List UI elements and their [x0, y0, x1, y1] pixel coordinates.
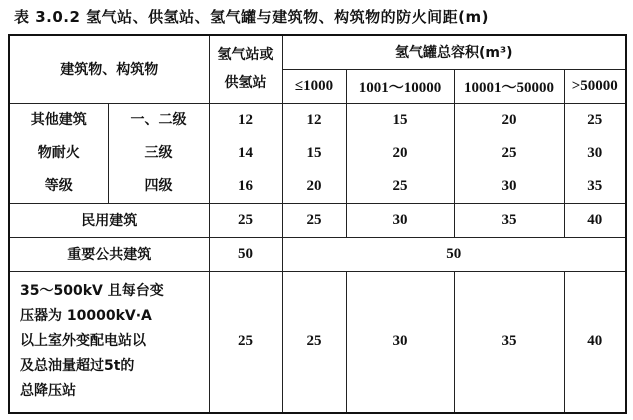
civil-tank-4-value: 40 [564, 203, 626, 237]
fire-station-value: 14 [238, 144, 253, 161]
substation-label-line-5: 总降压站 [20, 383, 76, 400]
fire-tank-1-value: 12 [306, 111, 322, 128]
fire-tank-4-value: 35 [587, 177, 603, 194]
fire-resistance-label-line-2: 物耐火 [37, 144, 80, 161]
header-tank-group: 氢气罐总容积(m³) [282, 35, 626, 69]
fire-distance-table [8, 34, 627, 414]
substation-tank-2-value: 30 [346, 271, 454, 413]
substation-tank-4-value: 40 [564, 271, 626, 413]
fire-station-value: 12 [238, 111, 253, 128]
fire-tank-2-value: 25 [392, 177, 408, 194]
fire-tank-3-cell [454, 103, 564, 203]
fire-tank-1-value: 20 [306, 177, 322, 194]
fire-resistance-label [9, 103, 108, 203]
fire-station-cell [209, 103, 282, 203]
substation-label-line-4: 及总油量超过5t的 [20, 358, 135, 375]
substation-station-value: 25 [209, 271, 282, 413]
grade-3: 三级 [144, 144, 173, 161]
public-tank-all-value: 50 [282, 237, 626, 271]
fire-tank-2-value: 15 [392, 111, 408, 128]
grade-1-2: 一、二级 [130, 111, 187, 128]
grade-4: 四级 [144, 177, 173, 194]
civil-tank-1-value: 25 [282, 203, 346, 237]
fire-tank-1-value: 15 [306, 144, 322, 161]
fire-tank-3-value: 30 [501, 177, 517, 194]
substation-label-line-3: 以上室外变配电站以 [20, 333, 146, 350]
fire-tank-3-value: 25 [501, 144, 517, 161]
substation-tank-1-value: 25 [282, 271, 346, 413]
header-range-4: >50000 [564, 69, 626, 103]
header-building: 建筑物、构筑物 [9, 35, 209, 103]
fire-resistance-label-line-1: 其他建筑 [30, 111, 87, 128]
public-label: 重要公共建筑 [9, 237, 209, 271]
fire-tank-4-value: 30 [587, 144, 603, 161]
fire-tank-3-value: 20 [501, 111, 517, 128]
fire-station-value: 16 [238, 177, 253, 194]
fire-resistance-label-line-3: 等级 [44, 177, 73, 194]
fire-tank-2-value: 20 [392, 144, 408, 161]
header-station-line-1: 氢气站或 [217, 47, 274, 64]
header-range-3: 10001～50000 [454, 69, 564, 103]
fire-tank-4-cell [564, 103, 626, 203]
public-station-value: 50 [209, 237, 282, 271]
fire-tank-4-value: 25 [587, 111, 603, 128]
fire-tank-2-cell [346, 103, 454, 203]
substation-label-line-1: 35～500kV 且每台变 [20, 283, 164, 300]
grade-cell [108, 103, 209, 203]
civil-tank-3-value: 35 [454, 203, 564, 237]
header-range-2: 1001～10000 [346, 69, 454, 103]
header-station [209, 35, 282, 103]
table-caption: 表 3.0.2 氢气站、供氢站、氢气罐与建筑物、构筑物的防火间距(m) [14, 8, 489, 26]
header-range-1: ≤1000 [282, 69, 346, 103]
substation-label [9, 271, 209, 413]
substation-label-line-2: 压器为 10000kV·A [20, 308, 152, 325]
civil-tank-2-value: 30 [346, 203, 454, 237]
substation-tank-3-value: 35 [454, 271, 564, 413]
civil-label: 民用建筑 [9, 203, 209, 237]
civil-station-value: 25 [209, 203, 282, 237]
header-station-line-2: 供氢站 [224, 75, 267, 92]
fire-tank-1-cell [282, 103, 346, 203]
